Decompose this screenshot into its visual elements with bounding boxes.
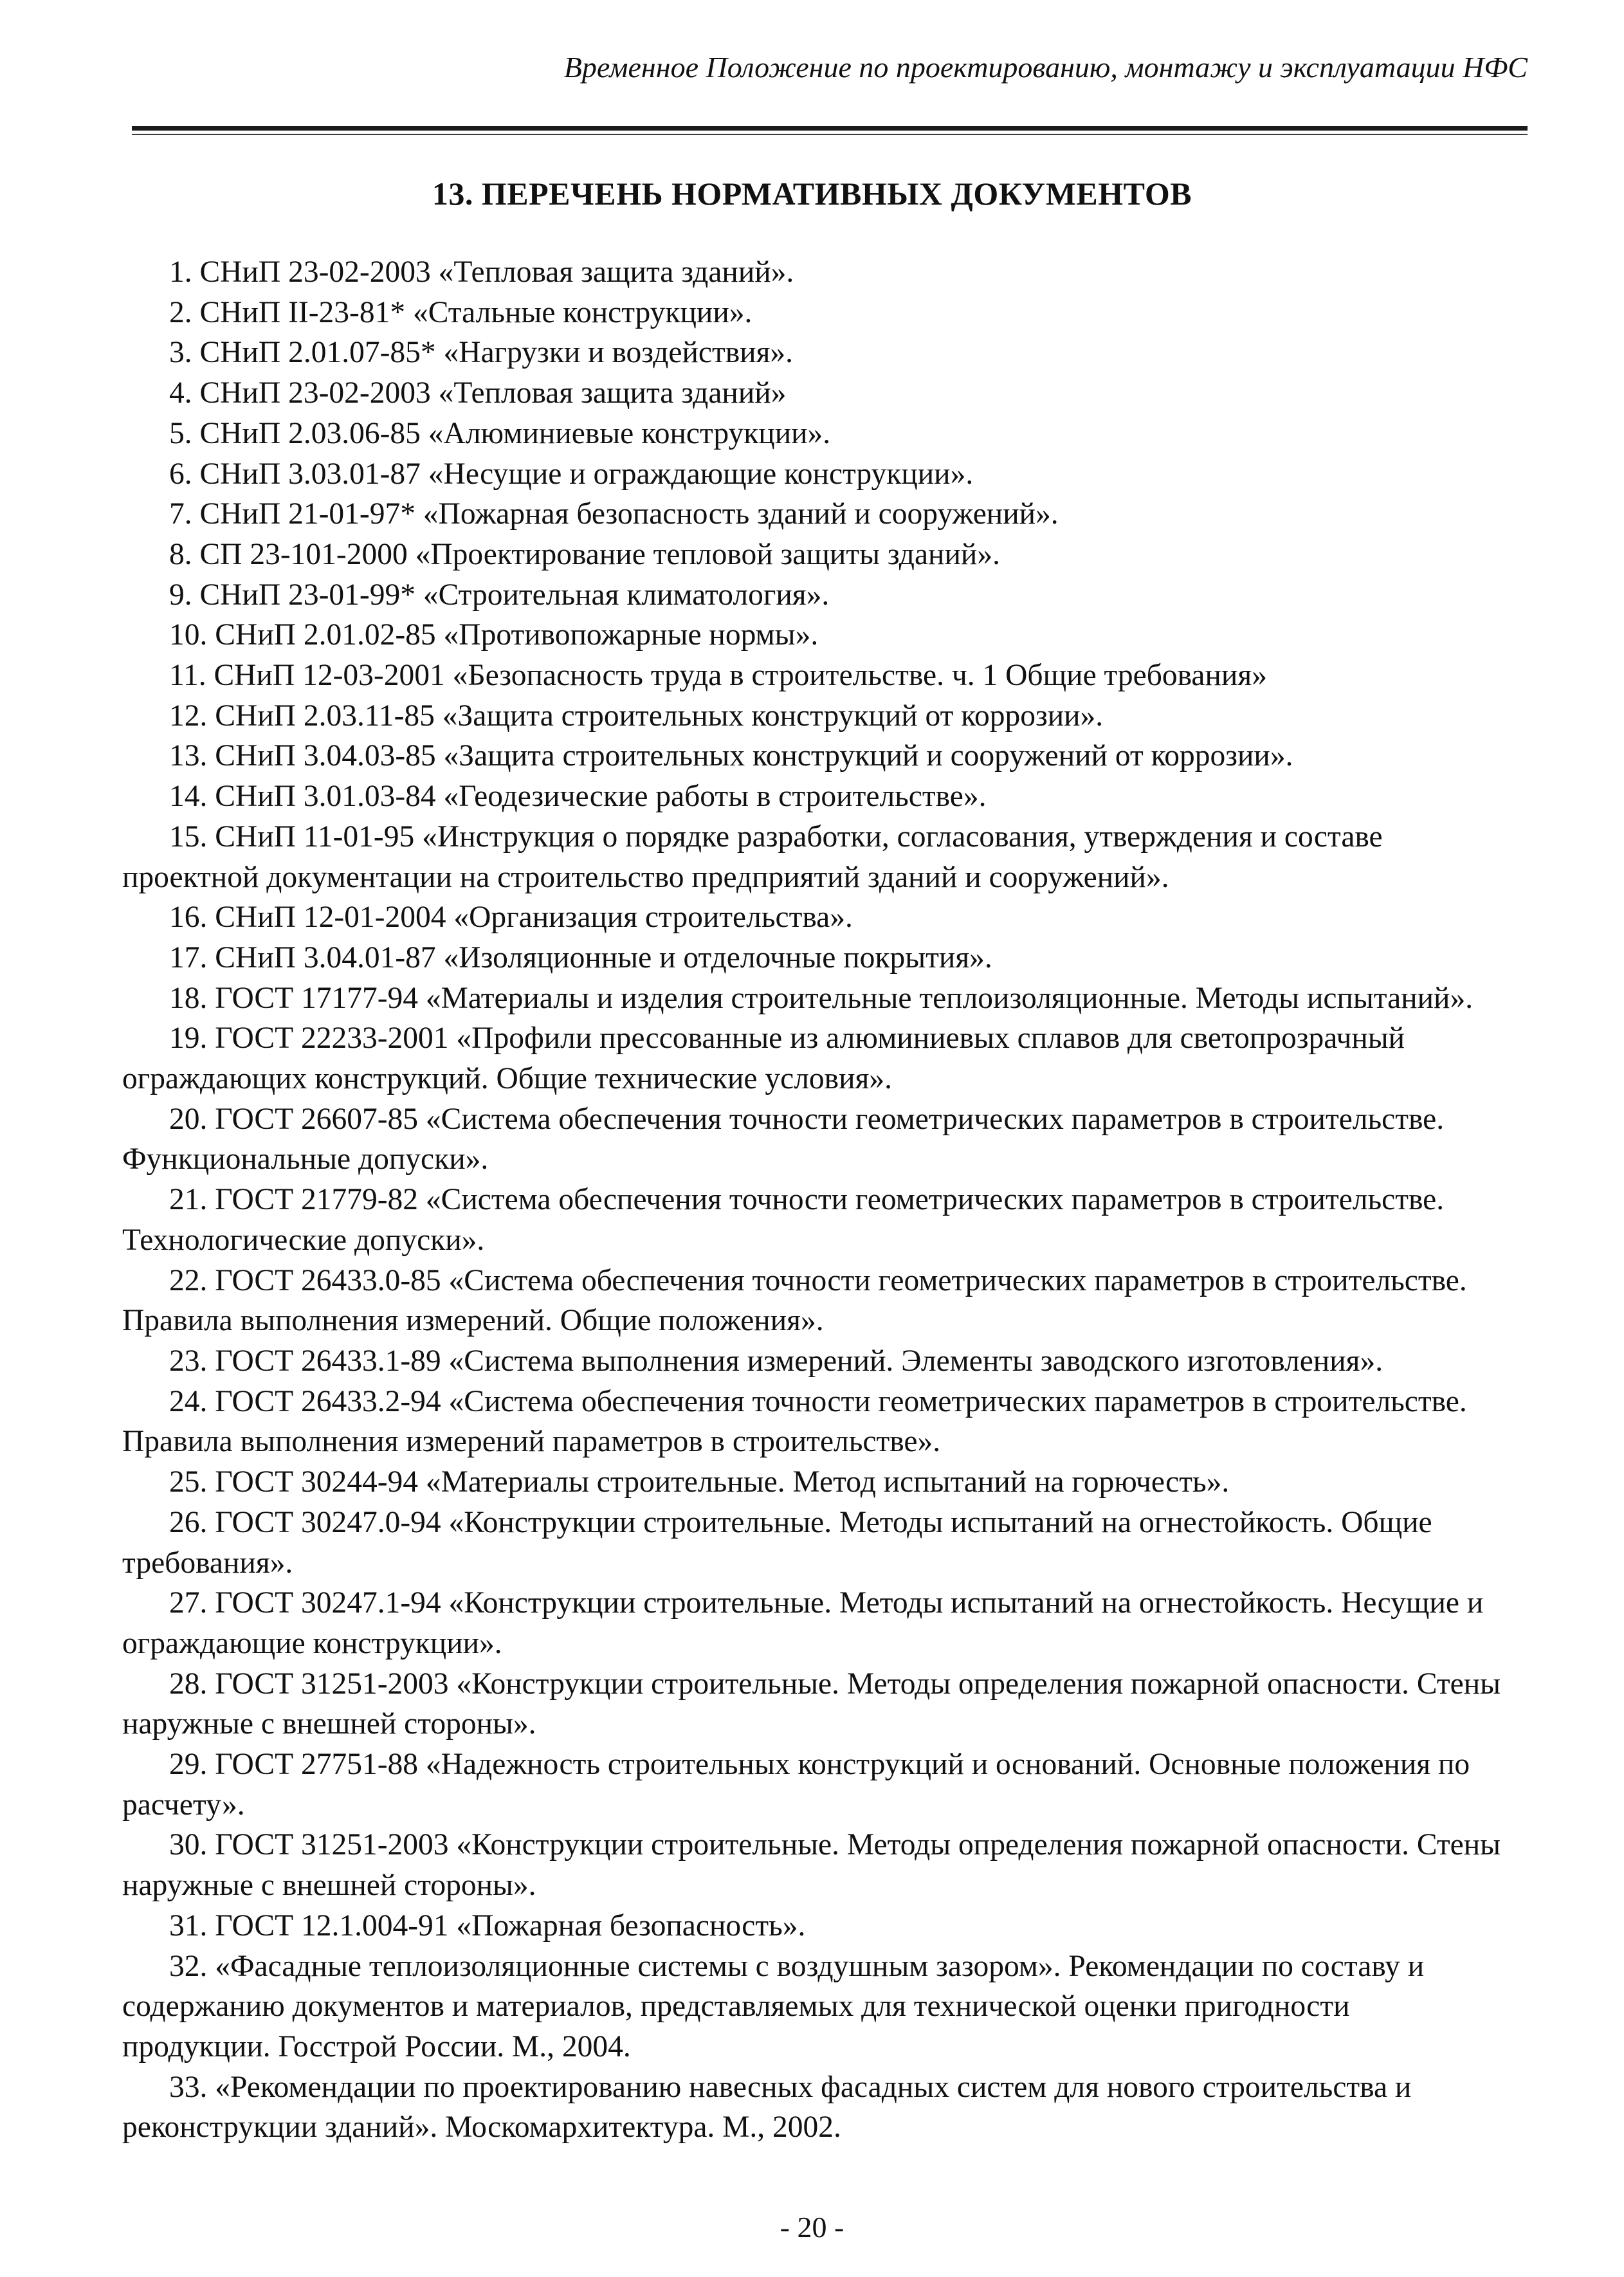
list-item: 24. ГОСТ 26433.2-94 «Система обеспечения точности геометрических параметров в строительстве. Правила выполнения измерений параметров в строительстве». — [122, 1384, 1467, 1459]
running-header: Временное Положение по проектированию, монтажу и эксплуатации НФС — [563, 51, 1528, 84]
list-item: 28. ГОСТ 31251-2003 «Конструкции строительные. Методы определения пожарной опасности. Стены наружные с внешней стороны». — [122, 1667, 1501, 1741]
list-item: 9. СНиП 23-01-99* «Строительная климатология». — [169, 578, 830, 612]
section-title: 13. ПЕРЕЧЕНЬ НОРМАТИВНЫХ ДОКУМЕНТОВ — [432, 176, 1192, 212]
header-rule — [132, 126, 1528, 131]
list-item: 31. ГОСТ 12.1.004-91 «Пожарная безопасность». — [169, 1908, 806, 1943]
list-item: 4. СНиП 23-02-2003 «Тепловая защита зданий» — [169, 376, 787, 410]
list-item: 3. СНиП 2.01.07-85* «Нагрузки и воздействия». — [169, 336, 794, 370]
list-item: 14. СНиП 3.01.03-84 «Геодезические работы в строительстве». — [169, 780, 987, 814]
list-item: 15. СНиП 11-01-95 «Инструкция о порядке разработки, согласования, утверждения и составе проектной документации на строительство предприятий зданий и сооружений». — [122, 819, 1383, 894]
list-item: 26. ГОСТ 30247.0-94 «Конструкции строительные. Методы испытаний на огнестойкость. Общие требования». — [122, 1505, 1432, 1580]
list-item: 18. ГОСТ 17177-94 «Материалы и изделия строительные теплоизоляционные. Методы испытаний». — [169, 981, 1473, 1015]
list-item: 1. СНиП 23-02-2003 «Тепловая защита зданий». — [169, 255, 794, 289]
list-item: 21. ГОСТ 21779-82 «Система обеспечения точности геометрических параметров в строительстве. Технологические допуски». — [122, 1183, 1445, 1257]
list-item: 12. СНиП 2.03.11-85 «Защита строительных конструкций от коррозии». — [169, 699, 1104, 733]
normative-documents-list — [122, 252, 1505, 2148]
list-item: 17. СНиП 3.04.01-87 «Изоляционные и отделочные покрытия». — [169, 940, 992, 974]
list-item: 23. ГОСТ 26433.1-89 «Система выполнения измерений. Элементы заводского изготовления». — [169, 1344, 1383, 1378]
list-item: 8. СП 23-101-2000 «Проектирование тепловой защиты зданий». — [169, 537, 1000, 571]
list-item: 2. СНиП II-23-81* «Стальные конструкции». — [169, 295, 753, 329]
page-number: - 20 - — [780, 2211, 844, 2244]
list-item: 11. СНиП 12-03-2001 «Безопасность труда в строительстве. ч. 1 Общие требования» — [169, 659, 1267, 693]
header-rule-thin — [132, 134, 1528, 135]
list-item: 29. ГОСТ 27751-88 «Надежность строительных конструкций и оснований. Основные положения по расчету». — [122, 1748, 1470, 1822]
list-item: 27. ГОСТ 30247.1-94 «Конструкции строительные. Методы испытаний на огнестойкость. Несущие и ограждающие конструкции». — [122, 1586, 1484, 1660]
list-item: 10. СНиП 2.01.02-85 «Противопожарные нормы». — [169, 618, 819, 652]
list-item: 25. ГОСТ 30244-94 «Материалы строительные. Метод испытаний на горючесть». — [169, 1465, 1230, 1499]
list-item: 19. ГОСТ 22233-2001 «Профили прессованные из алюминиевых сплавов для светопрозрачный ограждающих конструкций. Общие технические условия». — [122, 1021, 1405, 1096]
list-item: 30. ГОСТ 31251-2003 «Конструкции строительные. Методы определения пожарной опасности. Стены наружные с внешней стороны». — [122, 1828, 1501, 1903]
list-item: 13. СНиП 3.04.03-85 «Защита строительных конструкций и сооружений от коррозии». — [169, 739, 1293, 773]
list-item: 20. ГОСТ 26607-85 «Система обеспечения точности геометрических параметров в строительстве. Функциональные допуски». — [122, 1102, 1445, 1176]
list-item: 33. «Рекомендации по проектированию навесных фасадных систем для нового строительства и реконструкции зданий». Москомархитектура. М., 2002. — [122, 2070, 1412, 2144]
list-item: 16. СНиП 12-01-2004 «Организация строительства». — [169, 901, 853, 935]
list-item: 5. СНиП 2.03.06-85 «Алюминиевые конструкции». — [169, 416, 831, 450]
list-item: 6. СНиП 3.03.01-87 «Несущие и ограждающие конструкции». — [169, 457, 974, 491]
list-item: 32. «Фасадные теплоизоляционные системы с воздушным зазором». Рекомендации по составу и содержанию документов и материалов, представляемых для технической оценки пригодности продукции. Госстрой России. М., 2004. — [122, 1949, 1425, 2063]
list-item: 7. СНиП 21-01-97* «Пожарная безопасность зданий и сооружений». — [169, 497, 1059, 531]
list-item: 22. ГОСТ 26433.0-85 «Система обеспечения точности геометрических параметров в строительстве. Правила выполнения измерений. Общие положения». — [122, 1263, 1467, 1338]
